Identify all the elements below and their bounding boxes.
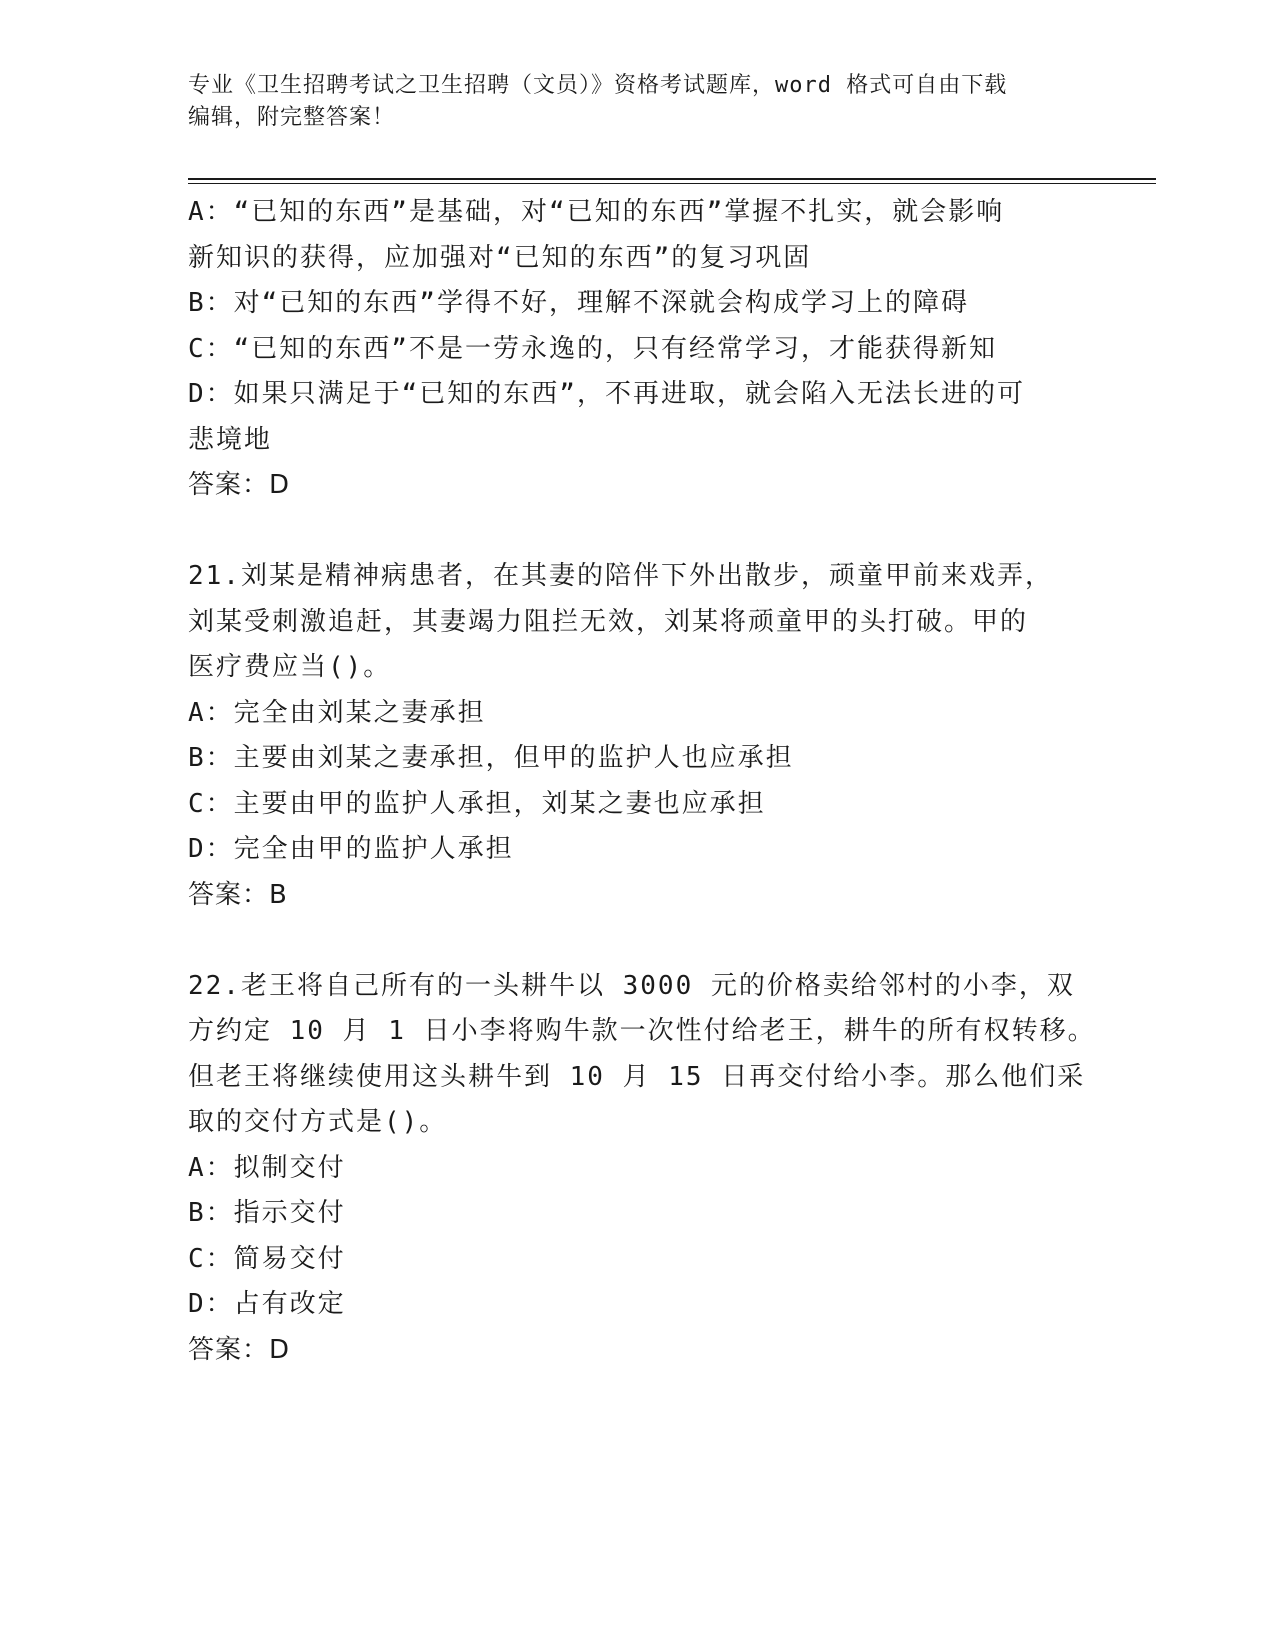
option-b: B：对“已知的东西”学得不好，理解不深就会构成学习上的障碍	[188, 288, 969, 318]
option-a-line-2: 新知识的获得，应加强对“已知的东西”的复习巩固	[188, 242, 812, 273]
question-stem-line-1: 22.老王将自己所有的一头耕牛以 3000 元的价格卖给邻村的小李，双	[188, 970, 1075, 1001]
question-block-22	[188, 964, 1096, 1374]
option-c: C：“已知的东西”不是一劳永逸的，只有经常学习，才能获得新知	[188, 333, 997, 364]
question-block-21	[188, 554, 1088, 918]
spacer	[188, 918, 1088, 964]
option-d: D：完全由甲的监护人承担	[188, 834, 514, 864]
option-a: A：完全由刘某之妻承担	[188, 697, 486, 728]
option-b: B：主要由刘某之妻承担，但甲的监护人也应承担	[188, 743, 794, 773]
question-stem-line-3: 但老王将继续使用这头耕牛到 10 月 15 日再交付给小李。那么他们采	[188, 1061, 1086, 1092]
question-stem-line-4: 取的交付方式是()。	[188, 1107, 448, 1137]
option-a-line-1: A：“已知的东西”是基础，对“已知的东西”掌握不扎实，就会影响	[188, 197, 1005, 227]
document-body	[188, 190, 1096, 1373]
question-stem-line-2: 方约定 10 月 1 日小李将购牛款一次性付给老王，耕牛的所有权转移。	[188, 1016, 1096, 1046]
question-stem-line-1: 21.刘某是精神病患者，在其妻的陪伴下外出散步，顽童甲前来戏弄，	[188, 561, 1053, 591]
option-b: B：指示交付	[188, 1198, 346, 1228]
option-d-line-1: D：如果只满足于“已知的东西”，不再进取，就会陷入无法长进的可	[188, 379, 1025, 409]
question-stem-line-3: 医疗费应当()。	[188, 652, 392, 682]
option-d: D：占有改定	[188, 1289, 346, 1319]
option-d-line-2: 悲境地	[188, 424, 273, 455]
option-c: C：简易交付	[188, 1243, 346, 1274]
header-rule-thin	[188, 183, 1156, 184]
header-line-1: 专业《卫生招聘考试之卫生招聘（文员）》资格考试题库，word 格式可自由下载	[188, 73, 1008, 98]
header-rule-thick	[188, 178, 1156, 180]
question-stem-line-2: 刘某受刺激追赶，其妻竭力阻拦无效，刘某将顽童甲的头打破。甲的	[188, 606, 1029, 637]
answer: 答案：D	[188, 1334, 291, 1365]
answer: 答案：B	[188, 879, 288, 910]
spacer	[188, 509, 1088, 555]
header-line-2: 编辑，附完整答案！	[188, 105, 396, 130]
question-block-previous	[188, 190, 1088, 509]
document-header	[188, 70, 1068, 134]
option-a: A：拟制交付	[188, 1152, 346, 1183]
option-c: C：主要由甲的监护人承担，刘某之妻也应承担	[188, 788, 766, 819]
answer: 答案：D	[188, 470, 291, 500]
